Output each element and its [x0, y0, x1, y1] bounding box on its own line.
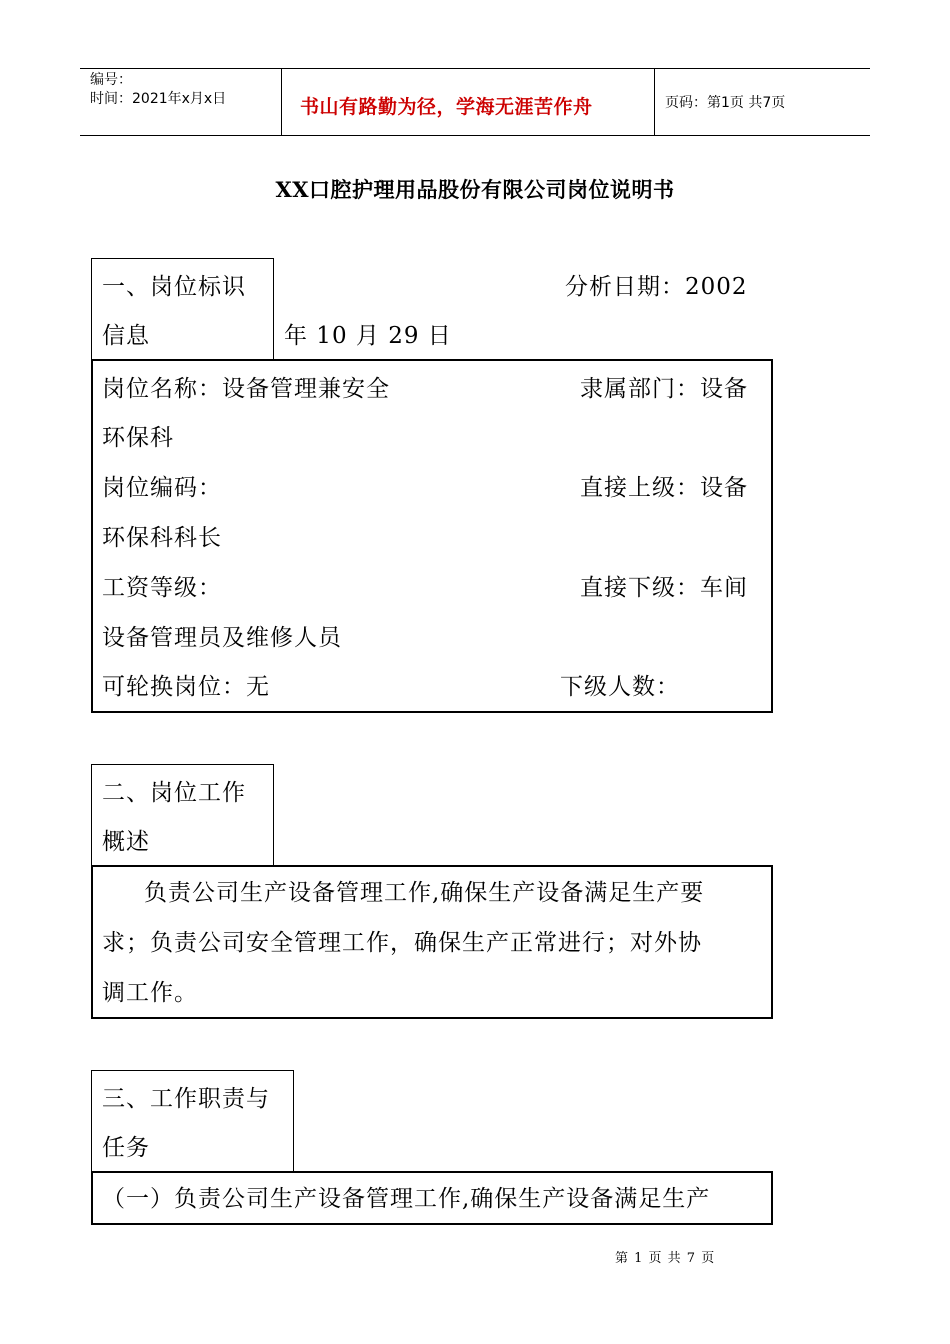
duty-item-1: （一）负责公司生产设备管理工作,确保生产设备满足生产: [102, 1186, 711, 1212]
analysis-date-part2: 年 10 月 29 日: [284, 323, 452, 349]
overview-line: 调工作。: [102, 980, 198, 1006]
position-name: 岗位名称：设备管理兼安全: [102, 376, 390, 402]
section2-heading-line2: 概述: [102, 829, 150, 855]
direct-subordinate: 直接下级：车间: [580, 575, 748, 601]
department: 隶属部门：设备: [580, 376, 748, 402]
serial-label: 编号：: [90, 72, 132, 88]
direct-subordinate-cont: 设备管理员及维修人员: [102, 625, 342, 651]
document-title: XX口腔护理用品股份有限公司岗位说明书: [275, 177, 675, 202]
analysis-date-part1: 分析日期：2002: [565, 274, 748, 300]
section3-heading-line1: 三、工作职责与: [102, 1086, 270, 1112]
time-label: 时间：2021年x月x日: [90, 91, 227, 107]
section1-heading-line1: 一、岗位标识: [102, 274, 246, 300]
motto-text: 书山有路勤为径，学海无涯苦作舟: [300, 96, 593, 118]
page-footer: 第 1 页 共 7 页: [615, 1251, 716, 1266]
overview-line: 求；负责公司安全管理工作，确保生产正常进行；对外协: [102, 930, 702, 956]
rotation-position: 可轮换岗位：无: [102, 674, 270, 700]
section3-heading-line2: 任务: [102, 1135, 150, 1161]
department-cont: 环保科: [102, 425, 174, 451]
overview-line: 负责公司生产设备管理工作,确保生产设备满足生产要: [144, 880, 705, 906]
page-number-label: 页码：第1页 共7页: [665, 95, 786, 111]
section2-heading-line1: 二、岗位工作: [102, 780, 246, 806]
subordinate-count: 下级人数：: [560, 674, 680, 700]
position-code: 岗位编码：: [102, 475, 222, 501]
direct-superior-cont: 环保科科长: [102, 525, 222, 551]
direct-superior: 直接上级：设备: [580, 475, 748, 501]
section1-heading-line2: 信息: [102, 323, 150, 349]
salary-grade: 工资等级：: [102, 575, 222, 601]
